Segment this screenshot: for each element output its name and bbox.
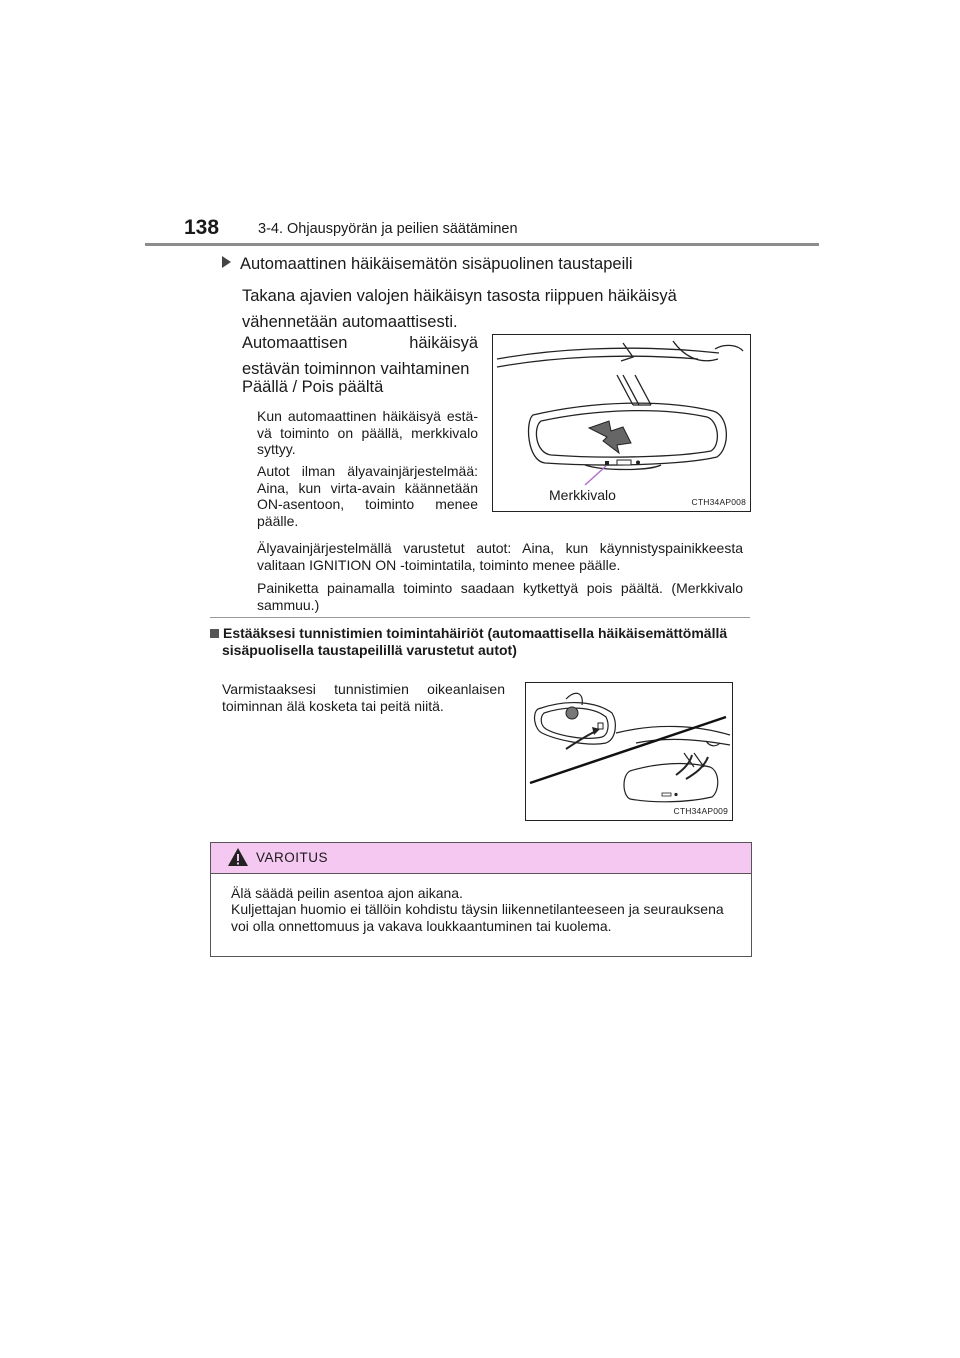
mirror-intro: Takana ajavien valojen häikäisyn tasosta riippuen häikäisyä vähennetään automaattisesti. bbox=[242, 287, 677, 331]
switch-title: Automaattisen häikäisyä estävän toiminnon vaihtaminen bbox=[242, 334, 478, 378]
triangle-bullet-icon bbox=[222, 256, 231, 268]
paragraph-no-smart-key: Autot ilman älyavainjärjestelmää: Aina, kun virta-avain käännetään ON-asentoon, toiminto menee päälle. bbox=[257, 463, 478, 529]
paragraph-indicator: Kun automaattinen häikäisyä estä-vä toiminto on päällä, merkkivalo syttyy. bbox=[257, 408, 478, 457]
warning-icon bbox=[227, 847, 249, 867]
mirror-indicator-figure bbox=[492, 334, 751, 512]
sensor-heading-line2: sisäpuolisella taustapeilillä varustetut autot) bbox=[222, 642, 517, 658]
paragraph-smart-key: Älyavainjärjestelmällä varustetut autot: Aina, kun käynnistyspainikkeesta valitaan IGNITION ON -toimintatila, toiminto menee päälle. bbox=[257, 540, 743, 573]
warning-header bbox=[211, 843, 751, 874]
warning-line1: Älä säädä peilin asentoa ajon aikana. bbox=[231, 885, 463, 901]
section-header: 3-4. Ohjauspyörän ja peilien säätäminen bbox=[258, 221, 518, 237]
figure-code: CTH34AP009 bbox=[673, 806, 728, 816]
sensor-illustration bbox=[526, 683, 732, 820]
figure-code: CTH34AP008 bbox=[691, 497, 746, 507]
mirror-heading-text: Automaattinen häikäisemätön sisäpuolinen taustapeili bbox=[240, 255, 633, 273]
warning-box bbox=[210, 842, 752, 957]
mirror-heading bbox=[222, 255, 633, 274]
sensor-heading bbox=[210, 625, 750, 659]
page-number: 138 bbox=[184, 216, 220, 239]
indicator-label: Merkkivalo bbox=[549, 487, 616, 503]
warning-line2: Kuljettajan huomio ei tällöin kohdistu täysin liikennetilanteeseen ja seurauksena voi olla onnettomuus ja vakava loukkaantuminen tai kuolema. bbox=[231, 901, 724, 934]
warning-title: VAROITUS bbox=[256, 850, 329, 865]
sensor-text: Varmistaaksesi tunnistimien oikeanlaisen toiminnan älä kosketa tai peitä niitä. bbox=[222, 681, 505, 714]
section-divider bbox=[210, 617, 750, 618]
switch-subtitle: Päällä / Pois päältä bbox=[242, 378, 384, 396]
header-rule bbox=[145, 243, 819, 246]
sensor-figure bbox=[525, 682, 733, 821]
paragraph-button-off: Painiketta painamalla toiminto saadaan kytkettyä pois päältä. (Merkkivalo sammuu.) bbox=[257, 580, 743, 613]
mirror-illustration bbox=[493, 335, 750, 511]
square-bullet-icon bbox=[210, 629, 219, 638]
sensor-heading-line1: Estääksesi tunnistimien toimintahäiriöt (automaattisella häikäisemättömällä bbox=[223, 625, 728, 641]
